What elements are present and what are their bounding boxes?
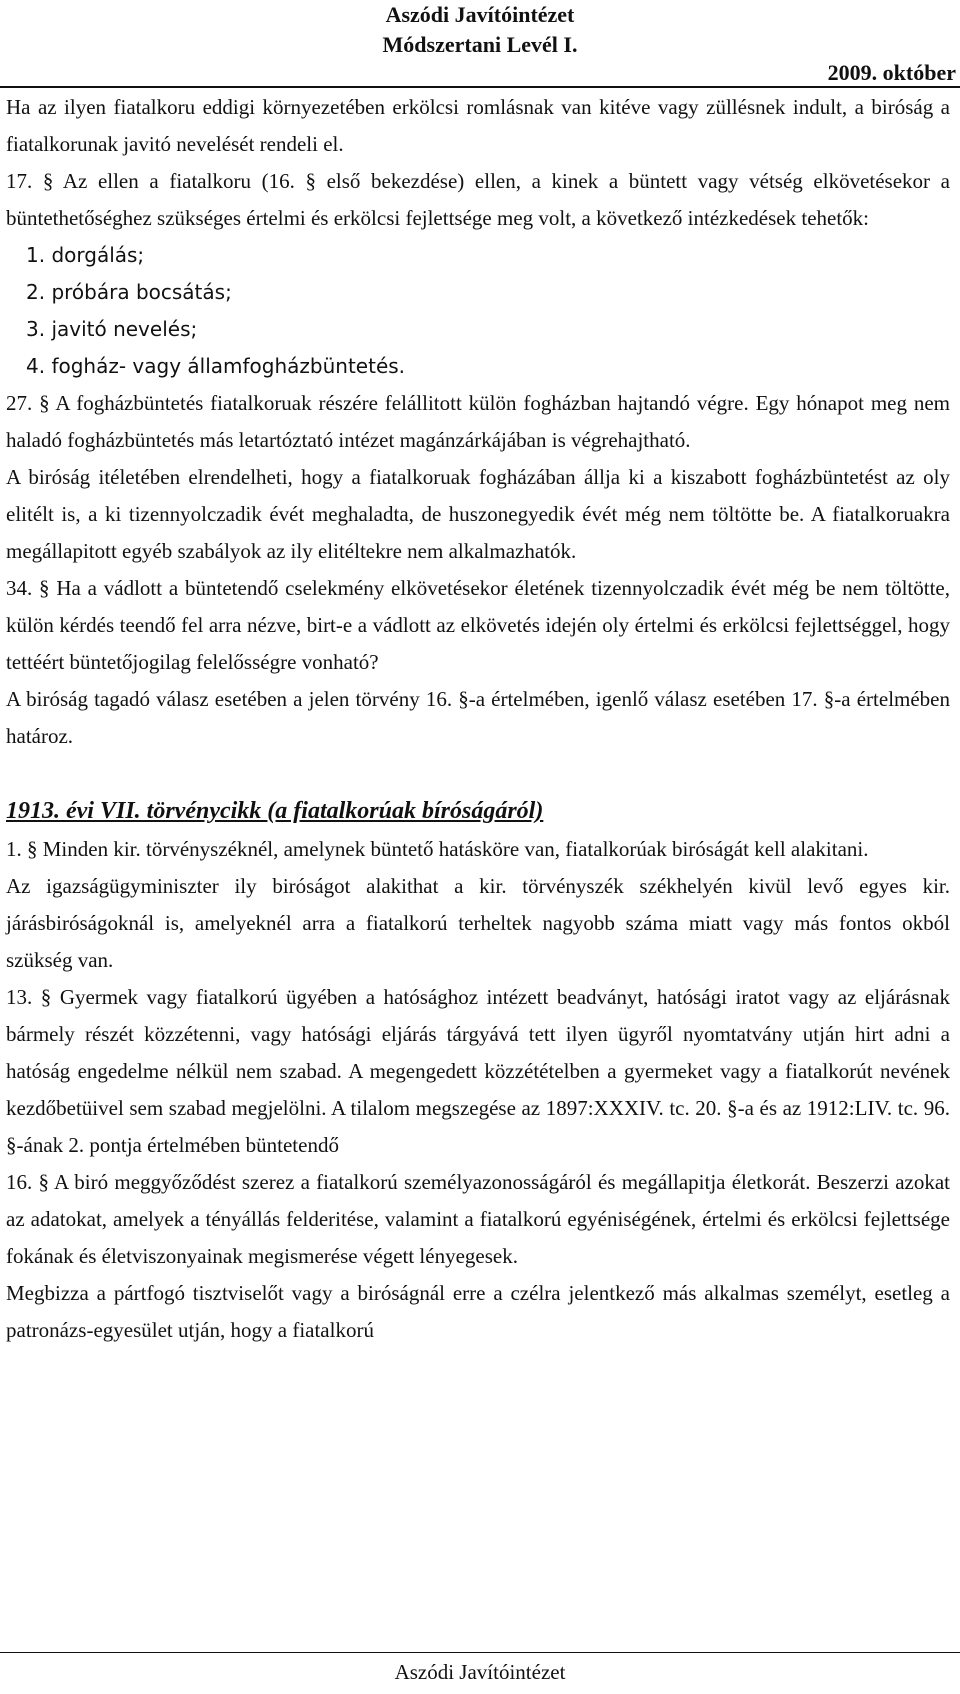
paragraph-16: 16. § A biró meggyőződést szerez a fiatalkorú személyazonosságáról és megállapitja életkorát. Beszerzi azokat az adatokat, amelyek a tényállás felderitése, valamint a fiatalkorú egyéniségének, értelmi és erkölcsi fejlettsége fokának és életviszonyainak megismerése végett lényegesek. <box>6 1170 950 1268</box>
paragraph-valasz: A biróság tagadó válasz esetében a jelen törvény 16. §-a értelmében, igenlő válasz esetében 17. §-a értelmében határoz. <box>6 687 950 748</box>
paragraph-13: 13. § Gyermek vagy fiatalkorú ügyében a hatósághoz intézett beadványt, hatósági iratot vagy az eljárásnak bármely részét közzétenni, vagy hatósági eljárás tárgyává tett ilyen ügyről nyomtatvány utján hirt adni a hatóság engedelme nélkül nem szabad. A megengedett közzétételben a gyermeket vagy a fiatalkorút nevének kezdőbetüivel sem szabad megjelölni. A tilalom megszegése az 1897:XXXIV. tc. 20. §-a és az 1912:LIV. tc. 96. §-ának 2. pontja értelmében büntetendő <box>6 985 950 1157</box>
header-institution: Aszódi Javítóintézet <box>385 2 575 27</box>
page-footer: Aszódi Javítóintézet <box>394 1660 566 1684</box>
section-spacer <box>6 755 950 791</box>
paragraph-1: Ha az ilyen fiatalkoru eddigi környezetében erkölcsi romlásnak van kitéve vagy züllésnek indult, a biróság a fiatalkorunak javitó nevelését rendeli el. <box>6 95 950 156</box>
paragraph-27: 27. § A fogházbüntetés fiatalkoruak részére felállitott külön fogházban hajtandó végre. Egy hónapot meg nem haladó fogházbüntetés más letartóztató intézet magánzárkájában is végrehajtható. <box>6 391 950 452</box>
paragraph-17: 17. § Az ellen a fiatalkoru (16. § első bekezdése) ellen, a kinek a büntett vagy vétség elkövetésekor a büntethetőséghez szükséges értelmi és erkölcsi fejlettsége meg volt, a következő intézkedések tehetők: <box>6 169 950 230</box>
list-item: 2. próbára bocsátás; <box>26 280 232 304</box>
header-date: 2009. október <box>827 60 956 85</box>
measures-list <box>6 237 950 385</box>
page-header <box>0 0 960 90</box>
header-publication: Módszertani Levél I. <box>382 32 578 57</box>
list-item: 1. dorgálás; <box>26 243 145 267</box>
section-title: 1913. évi VII. törvénycikk (a fiatalkorúak bíróságáról) <box>6 798 544 824</box>
paragraph-itelet: A biróság itéletében elrendelheti, hogy a fiatalkoruak fogházában állja ki a kiszabott fogházbüntetést az oly elitélt is, a ki tizennyolczadik évét meghaladta, de huszonegyedik évét még nem töltötte be. A fiatalkoruakra megállapitott egyéb szabályok az ily elitéltekre nem alkalmazhatók. <box>6 465 950 563</box>
paragraph-34: 34. § Ha a vádlott a büntetendő cselekmény elkövetésekor életének tizennyolczadik évét még be nem töltötte, külön kérdés teendő fel arra nézve, birt-e a vádlott az elkövetés idején oly értelmi és erkölcsi fejlettséggel, hogy tettéért büntetőjogilag felelősségre vonható? <box>6 576 950 674</box>
list-item: 3. javitó nevelés; <box>26 317 198 341</box>
document-body <box>6 89 950 1349</box>
footer-divider <box>0 1652 960 1653</box>
list-item: 4. fogház- vagy államfogházbüntetés. <box>26 354 406 378</box>
header-divider <box>0 86 960 88</box>
paragraph-1-section: 1. § Minden kir. törvényszéknél, amelynek büntető hatásköre van, fiatalkorúak biróságát kell alakitani. <box>6 837 869 861</box>
paragraph-megbizza: Megbizza a pártfogó tisztviselőt vagy a biróságnál erre a czélra jelentkező más alkalmas személyt, esetleg a patronázs-egyesület utján, hogy a fiatalkorú <box>6 1281 950 1342</box>
paragraph-igazsagugy: Az igazságügyminiszter ily biróságot alakithat a kir. törvényszék székhelyén kivül levő egyes kir. járásbiróságoknál is, amelyeknél arra a fiatalkorú terheltek nagyobb száma miatt vagy más fontos okból szükség van. <box>6 874 950 972</box>
